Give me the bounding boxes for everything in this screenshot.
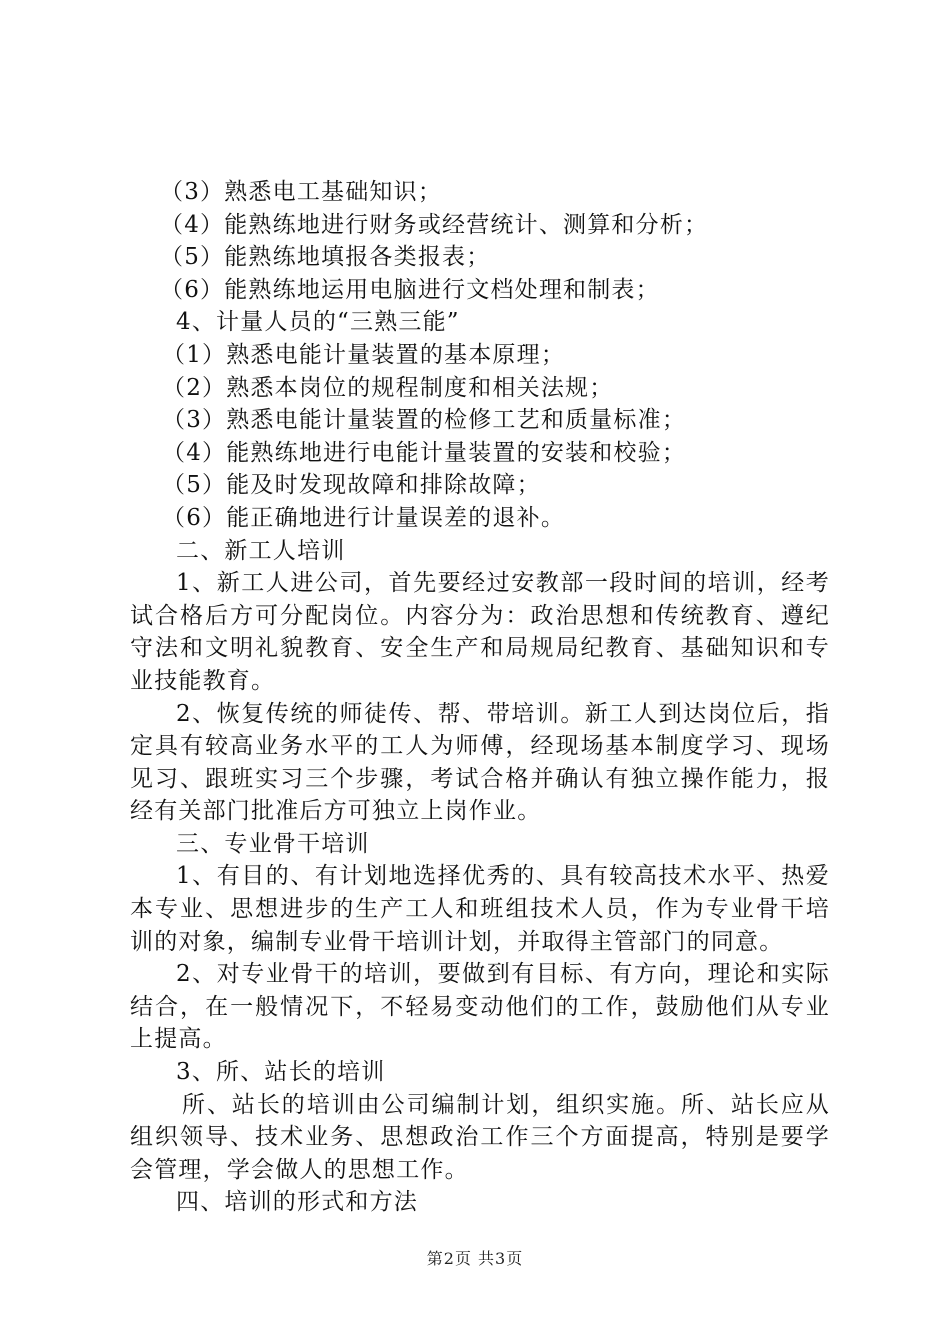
page-number-footer: 第2页 共3页 bbox=[426, 1249, 524, 1268]
paragraph: 2、恢复传统的师徒传、帮、带培训。新工人到达岗位后，指定具有较高业务水平的工人为师傅，经现场基本制度学习、现场见习、跟班实习三个步骤，考试合格并确认有独立操作能力，报经有关部门批准后方可独立上岗作业。 bbox=[130, 700, 830, 825]
document-body bbox=[130, 176, 830, 1219]
list-item: （4）能熟练地进行电能计量装置的安装和校验； bbox=[162, 439, 687, 466]
list-item: （6）能正确地进行计量误差的退补。 bbox=[162, 504, 566, 531]
list-item: （3）熟悉电能计量装置的检修工艺和质量标准； bbox=[162, 407, 687, 434]
list-item: （5）能熟练地填报各类报表； bbox=[160, 244, 491, 271]
list-item: （3）熟悉电工基础知识； bbox=[160, 179, 443, 205]
list-item: （4）能熟练地进行财务或经营统计、测算和分析； bbox=[160, 211, 709, 238]
section-heading-new-worker-training: 二、新工人培训 bbox=[176, 537, 346, 564]
paragraph: 1、新工人进公司，首先要经过安教部一段时间的培训，经考试合格后方可分配岗位。内容分为：政治思想和传统教育、遵纪守法和文明礼貌教育、安全生产和局规局纪教育、基础知识和专业技能教育。 bbox=[130, 570, 830, 694]
section-heading-backbone-training: 三、专业骨干培训 bbox=[176, 830, 370, 857]
paragraph: 1、有目的、有计划地选择优秀的、具有较高技术水平、热爱本专业、思想进步的生产工人和班组技术人员，作为专业骨干培训的对象，编制专业骨干培训计划，并取得主管部门的同意。 bbox=[130, 863, 830, 955]
subheading-station-head-training: 3、所、站长的培训 bbox=[176, 1059, 386, 1086]
subheading-metering-staff: 4、计量人员的“三熟三能” bbox=[176, 309, 460, 336]
list-item: （1）熟悉电能计量装置的基本原理； bbox=[162, 341, 566, 368]
paragraph: 所、站长的培训由公司编制计划，组织实施。所、站长应从组织领导、技术业务、思想政治工作三个方面提高，特别是要学会管理，学会做人的思想工作。 bbox=[130, 1091, 830, 1183]
list-item: （5）能及时发现故障和排除故障； bbox=[162, 472, 541, 499]
list-item: （6）能熟练地运用电脑进行文档处理和制表； bbox=[160, 276, 660, 303]
section-heading-training-methods: 四、培训的形式和方法 bbox=[176, 1189, 418, 1216]
paragraph: 2、对专业骨干的培训，要做到有目标、有方向，理论和实际结合，在一般情况下，不轻易变动他们的工作，鼓励他们从专业上提高。 bbox=[130, 961, 830, 1053]
list-item: （2）熟悉本岗位的规程制度和相关法规； bbox=[162, 374, 614, 401]
